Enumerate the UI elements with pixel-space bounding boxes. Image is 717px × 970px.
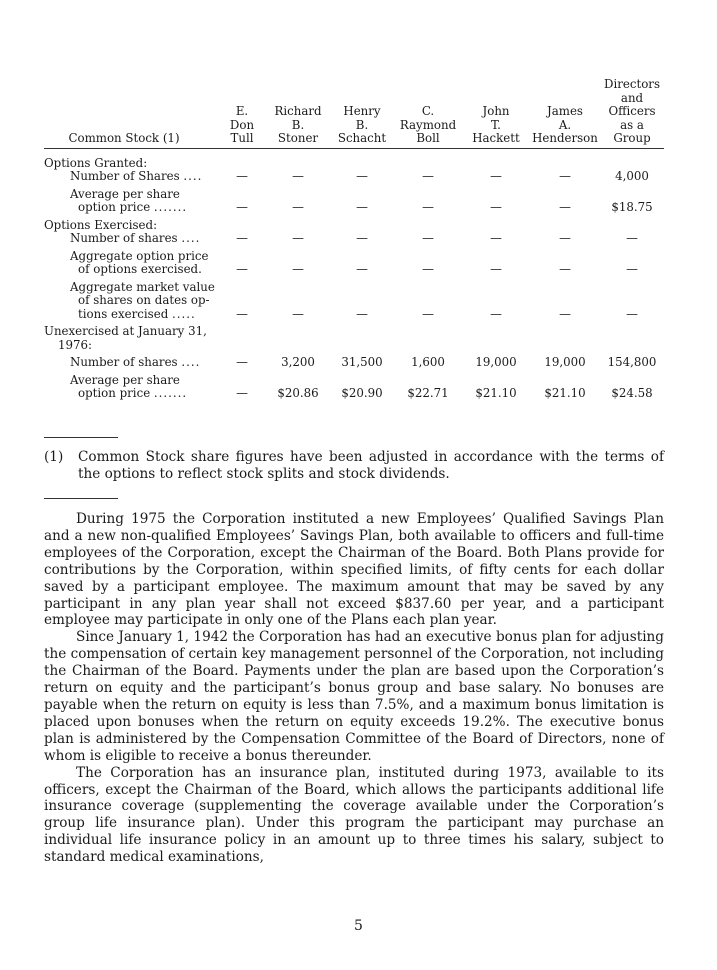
cell: — xyxy=(292,262,304,276)
stock-options-table-wrap xyxy=(44,78,664,401)
stock-options-table xyxy=(44,78,664,401)
cell: — xyxy=(490,306,502,321)
table-row xyxy=(44,184,664,215)
cell: — xyxy=(422,231,434,245)
cell: — xyxy=(236,355,248,369)
leader-dots: ..... xyxy=(172,306,196,321)
cell: 19,000 xyxy=(475,355,517,369)
cell: $20.86 xyxy=(277,386,319,400)
col-header-stoner: Richard B. Stoner xyxy=(274,104,322,145)
cell: — xyxy=(356,231,368,245)
cell: — xyxy=(626,231,638,245)
cell: — xyxy=(490,262,502,276)
row-label: Aggregate option price xyxy=(70,248,209,263)
cell: — xyxy=(626,262,638,276)
cell: — xyxy=(356,200,368,214)
col-header-schacht: Henry B. Schacht xyxy=(337,104,387,145)
cell: 154,800 xyxy=(607,355,657,369)
cell: — xyxy=(236,169,248,183)
cell: — xyxy=(490,231,502,245)
row-label: of options exercised xyxy=(78,262,199,276)
section-label: Options Granted: xyxy=(44,155,148,170)
row-label: option price xyxy=(78,200,151,214)
cell: — xyxy=(422,262,434,276)
leader-dots: .... xyxy=(183,169,203,183)
cell: — xyxy=(559,262,571,276)
cell: — xyxy=(292,200,304,214)
col-header-hackett: John T. Hackett xyxy=(472,104,520,145)
table-row xyxy=(44,356,664,370)
col-header-henderson: James A. Henderson xyxy=(532,104,598,145)
row-label: Number of Shares xyxy=(70,169,180,183)
cell: — xyxy=(292,306,304,321)
cell: — xyxy=(356,306,368,321)
section-divider xyxy=(44,498,118,499)
cell: — xyxy=(236,306,248,321)
cell: — xyxy=(626,306,638,321)
cell: $24.58 xyxy=(611,386,653,400)
col-header-boll: C. Raymond Boll xyxy=(399,104,457,145)
paragraph-bonus-plan: Since January 1, 1942 the Corporation has had an executive bonus plan for adjusting the compensation of certain key management personnel of the Corporation, not including the Chairman of the Board. Payments under the plan are based upon the Corporation’s return on equity and the participant’s bonus group and base salary. No bonuses are payable when the return on equity is less than 7.5%, and a maximum bonus limitation is placed upon bonuses when the return on equity exceeds 19.2%. The executive bonus plan is administered by the Compensation Committee of the Board of Directors, none of whom is eligible to receive a bonus thereunder. xyxy=(44,629,664,764)
col-header-group: Directors and Officers as a Group xyxy=(604,77,660,145)
section-label: Unexercised at January 31, xyxy=(44,324,207,338)
cell: $18.75 xyxy=(611,200,653,214)
cell: — xyxy=(422,200,434,214)
cell: — xyxy=(559,306,571,321)
row-label: of shares on dates op- xyxy=(78,293,210,307)
cell: — xyxy=(490,169,502,183)
section-label: 1976: xyxy=(58,337,92,352)
table-row xyxy=(44,370,664,401)
cell: — xyxy=(422,169,434,183)
cell: — xyxy=(559,231,571,245)
row-label: Average per share xyxy=(70,186,180,201)
stub-header: Common Stock (1) xyxy=(68,131,180,145)
col-header-tull: E. Don Tull xyxy=(229,104,255,145)
table-row xyxy=(44,277,664,322)
leader-dots: .... xyxy=(181,231,201,245)
leader-dots: ....... xyxy=(153,200,188,214)
cell: $20.90 xyxy=(341,386,383,400)
cell: — xyxy=(236,231,248,245)
cell: — xyxy=(236,262,248,276)
leader-dots: . xyxy=(198,262,203,276)
cell: 3,200 xyxy=(281,355,315,369)
leader-dots: ....... xyxy=(153,386,188,400)
cell: 1,600 xyxy=(411,355,445,369)
row-label: option price xyxy=(78,386,151,400)
section-options-granted xyxy=(44,157,664,171)
footnote-marker: (1) xyxy=(44,449,64,465)
body-text xyxy=(44,511,664,866)
footnote-text: Common Stock share figures have been adjusted in accordance with the terms of the options to reflect stock splits and stock dividends. xyxy=(78,449,664,482)
cell: $22.71 xyxy=(407,386,449,400)
row-label: Average per share xyxy=(70,372,180,387)
table-header-row xyxy=(44,78,664,148)
cell: $21.10 xyxy=(475,386,517,400)
paragraph-insurance-plan: The Corporation has an insurance plan, instituted during 1973, available to its officers, except the Chairman of the Board, which allows the participants additional life insurance coverage (supplementing the coverage available under the Corporation’s group life insurance plan). Under this program the participant may purchase an individual life insurance policy in an amount up to three times his salary, subject to standard medical examinations, xyxy=(44,764,664,866)
paragraph-savings-plan: During 1975 the Corporation instituted a new Employees’ Qualified Savings Plan and a new non-qualified Employees’ Savings Plan, both available to officers and full-time employees of the Corporation, except the Chairman of the Board. Both Plans provide for contributions by the Corporation, within specified limits, of fifty cents for each dollar saved by a participant employee. The maximum amount that may be saved by any participant in any plan year shall not exceed $837.60 per year, and a participant employee may participate in only one of the Plans each plan year. xyxy=(44,511,664,629)
footnote xyxy=(44,449,664,483)
section-unexercised xyxy=(44,321,664,352)
cell: — xyxy=(559,169,571,183)
row-label: Number of shares xyxy=(70,355,178,369)
leader-dots: .... xyxy=(181,355,201,369)
cell: — xyxy=(356,262,368,276)
row-label: Number of shares xyxy=(70,231,178,245)
cell: 19,000 xyxy=(544,355,586,369)
page-number: 5 xyxy=(354,918,363,934)
cell: — xyxy=(236,200,248,214)
row-label: Aggregate market value xyxy=(70,279,215,294)
table-row xyxy=(44,170,664,184)
cell: — xyxy=(236,386,248,400)
cell: 31,500 xyxy=(341,355,383,369)
footnote-divider xyxy=(44,437,118,438)
table-row xyxy=(44,246,664,277)
cell: — xyxy=(559,200,571,214)
row-label: tions exercised xyxy=(78,306,169,321)
cell: — xyxy=(292,231,304,245)
cell: — xyxy=(422,306,434,321)
cell: — xyxy=(490,200,502,214)
table-row xyxy=(44,232,664,246)
cell: $21.10 xyxy=(544,386,586,400)
section-label: Options Exercised: xyxy=(44,217,158,232)
cell: — xyxy=(292,169,304,183)
cell: 4,000 xyxy=(615,169,649,183)
section-options-exercised xyxy=(44,215,664,233)
cell: — xyxy=(356,169,368,183)
